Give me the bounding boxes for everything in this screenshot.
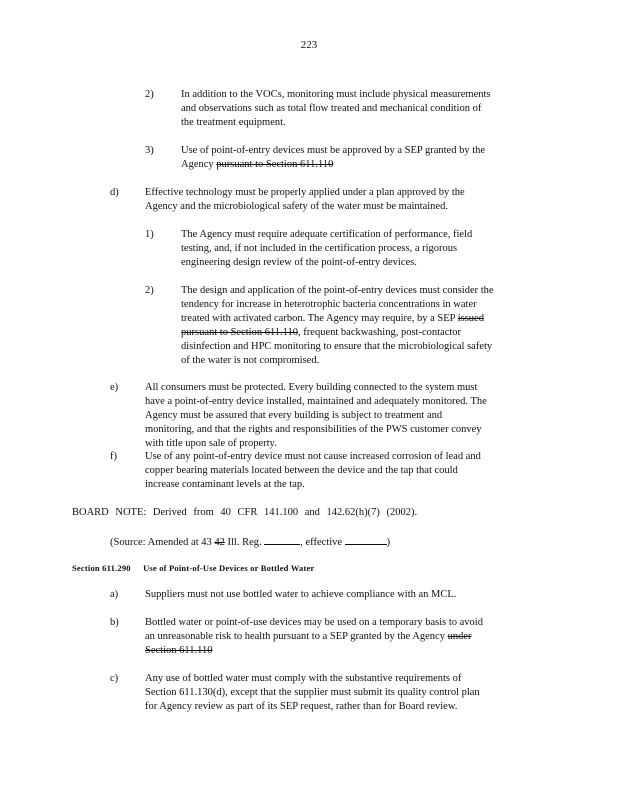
section-number: Section 611.290 xyxy=(72,563,131,573)
text-line: testing, and, if not included in the certification process, a rigorous xyxy=(181,243,458,254)
section-heading xyxy=(72,561,324,575)
struck-text: pursuant to Section 611.110 xyxy=(216,159,334,170)
text-line: monitoring, and that the rights and responsibilities of the PWS customer convey xyxy=(145,424,482,435)
text-fragment: , frequent backwashing, post-contactor xyxy=(298,327,462,338)
board-note: BOARD NOTE: Derived from 40 CFR 141.100 and 142.62(h)(7) (2002). xyxy=(72,507,418,518)
source-note xyxy=(110,535,390,550)
text-line: The Agency must require adequate certification of performance, field xyxy=(181,229,473,240)
text-line: with title upon sale of property. xyxy=(145,438,277,449)
text-line: increase contaminant levels at the tap. xyxy=(145,479,305,490)
text-line: Suppliers must not use bottled water to achieve compliance with an MCL. xyxy=(145,589,457,600)
struck-text: pursuant to Section 611.110 xyxy=(181,327,299,338)
text-line xyxy=(181,326,539,340)
text-line: and observations such as total flow treated and mechanical condition of xyxy=(181,103,482,114)
blank-line xyxy=(264,535,300,545)
item-label: 2) xyxy=(145,89,154,100)
item-label: a) xyxy=(110,589,119,600)
source-text: (Source: Amended at 43 xyxy=(110,537,215,548)
text-line: In addition to the VOCs, monitoring must include physical measurements xyxy=(181,89,491,100)
text-line: Bottled water or point-of-use devices may be used on a temporary basis to avoid xyxy=(145,617,483,628)
item-label: c) xyxy=(110,673,119,684)
item-label: e) xyxy=(110,382,119,393)
text-line: Any use of bottled water must comply with the substantive requirements of xyxy=(145,673,462,684)
text-line: Effective technology must be properly applied under a plan approved by the xyxy=(145,187,465,198)
text-line: Agency must be assured that every building is subject to treatment and xyxy=(145,410,443,421)
text-line: tendency for increase in heterotrophic bacteria concentrations in water xyxy=(181,299,477,310)
text-line: of the water is not compromised. xyxy=(181,355,320,366)
item-label: f) xyxy=(110,451,117,462)
item-label: b) xyxy=(110,617,119,628)
source-text: Ill. Reg. xyxy=(224,537,265,548)
paragraph-temporary xyxy=(145,616,530,658)
text-line: the treatment equipment. xyxy=(181,117,286,128)
text-line xyxy=(181,312,539,326)
text-line xyxy=(145,630,530,644)
item-label: 2) xyxy=(145,285,154,296)
paragraph-approval xyxy=(181,144,531,172)
paragraph-technology xyxy=(145,186,508,214)
text-line: The design and application of the point-of-entry devices must consider the xyxy=(181,285,494,296)
struck-text: Section 611.110 xyxy=(145,645,213,656)
struck-text: under xyxy=(447,631,472,642)
item-label: 1) xyxy=(145,229,154,240)
struck-text: issued xyxy=(457,313,484,324)
paragraph-monitoring xyxy=(181,88,523,130)
text-line: Use of any point-of-entry device must not cause increased corrosion of lead and xyxy=(145,451,481,462)
text-fragment: Agency xyxy=(181,159,217,170)
text-line xyxy=(181,158,531,172)
text-line: Agency and the microbiological safety of the water must be maintained. xyxy=(145,201,448,212)
text-line: have a point-of-entry device installed, maintained and adequately monitored. The xyxy=(145,396,487,407)
text-line: for Agency review as part of its SEP request, rather than for Board review. xyxy=(145,701,458,712)
text-line: All consumers must be protected. Every building connected to the system must xyxy=(145,382,478,393)
struck-text: 42 xyxy=(214,537,225,548)
source-text: ) xyxy=(386,537,391,548)
text-line: Section 611.130(d), except that the supplier must submit its quality control plan xyxy=(145,687,480,698)
paragraph-design xyxy=(181,284,539,368)
item-label: 3) xyxy=(145,145,154,156)
text-fragment: an unreasonable risk to health pursuant to a SEP granted by the Agency xyxy=(145,631,448,642)
source-text: , effective xyxy=(300,537,345,548)
item-label: d) xyxy=(110,187,119,198)
text-line: disinfection and HPC monitoring to ensure that the microbiological safety xyxy=(181,341,493,352)
text-line xyxy=(145,644,530,658)
text-line: Use of point-of-entry devices must be approved by a SEP granted by the xyxy=(181,145,486,156)
section-title: Use of Point-of-Use Devices or Bottled Water xyxy=(143,563,315,573)
text-fragment: treated with activated carbon. The Agency may require, by a SEP xyxy=(181,313,458,324)
page-number: 223 xyxy=(300,39,318,51)
paragraph-consumers xyxy=(145,381,535,451)
text-line: copper bearing materials located between the device and the tap that could xyxy=(145,465,458,476)
paragraph-bottled xyxy=(145,588,505,602)
paragraph-certification xyxy=(181,228,511,270)
text-line: engineering design review of the point-of-entry devices. xyxy=(181,257,417,268)
blank-line xyxy=(345,535,387,545)
paragraph-corrosion xyxy=(145,450,528,492)
paragraph-quality-control xyxy=(145,672,527,714)
